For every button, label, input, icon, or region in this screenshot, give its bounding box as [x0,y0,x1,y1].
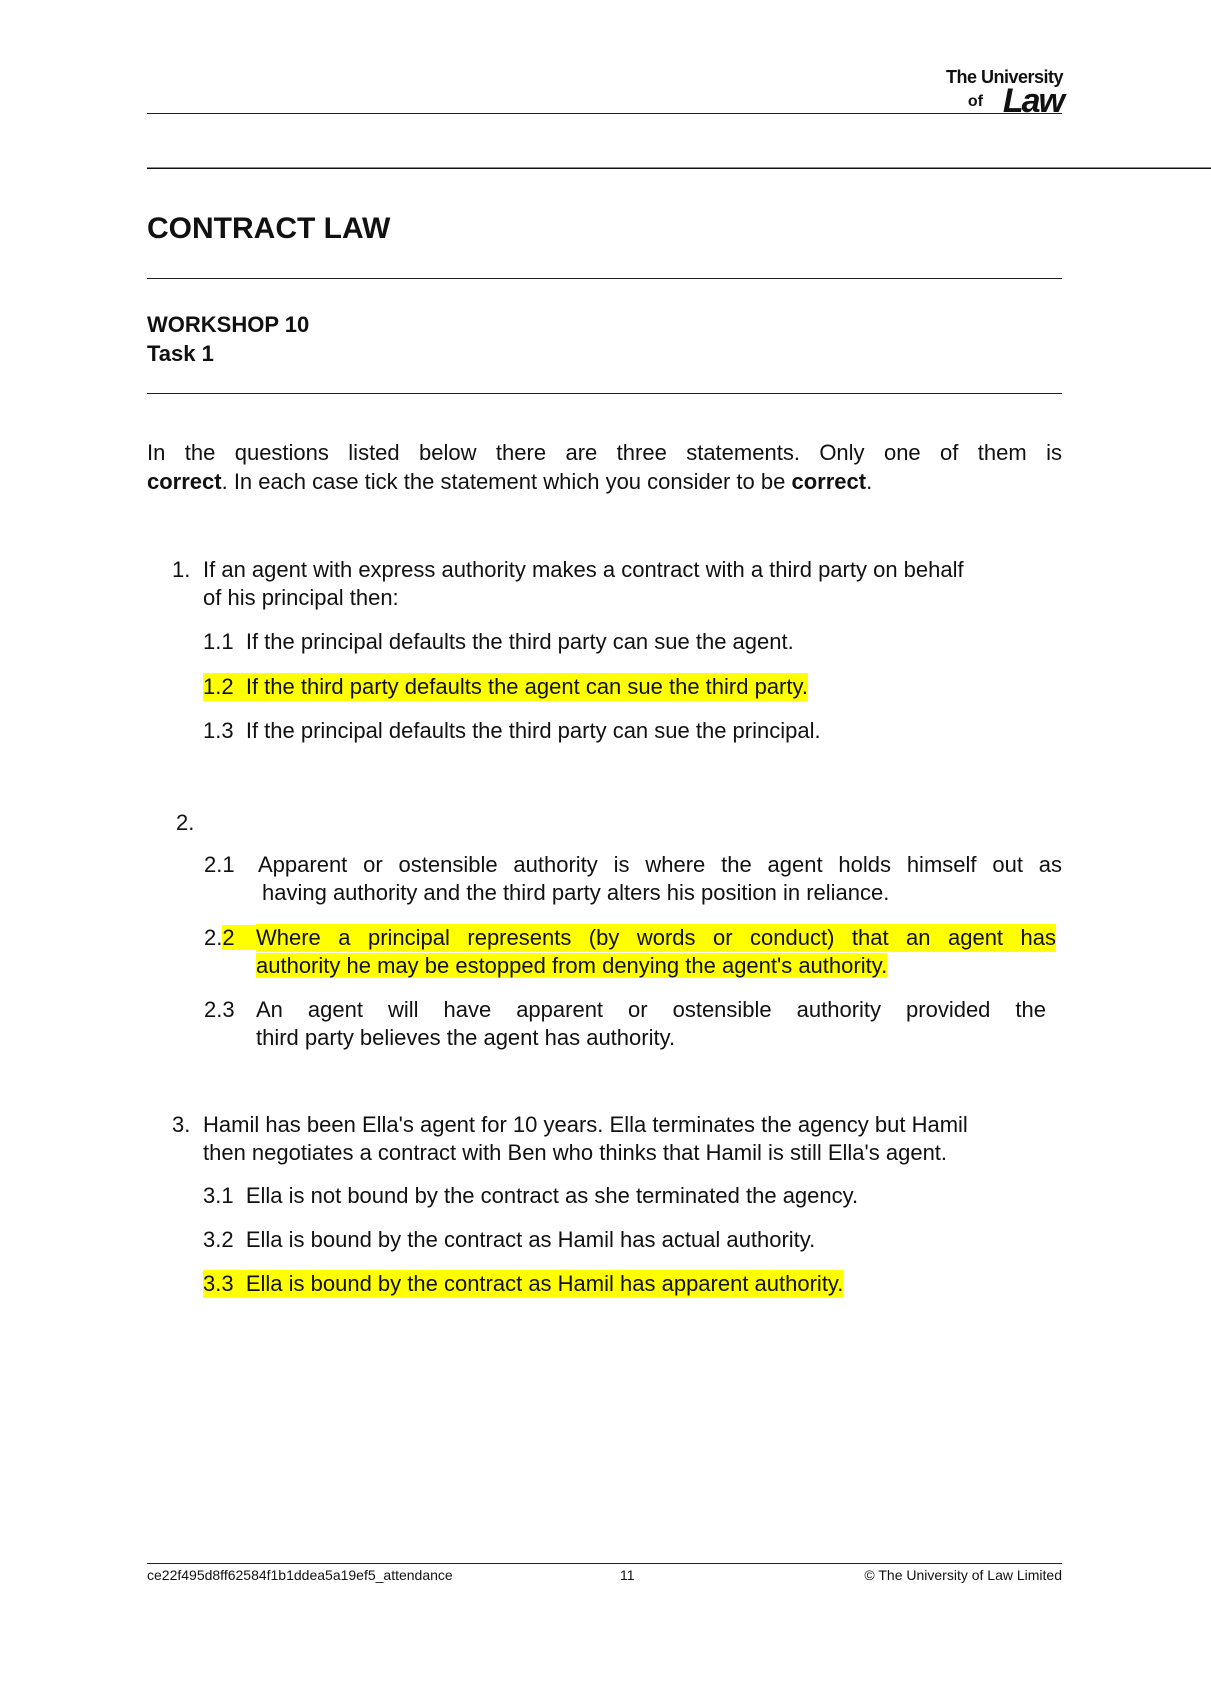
option-1-1-number: 1.1 [203,629,234,654]
option-2-3[interactable] [256,996,1046,1052]
option-1-3-text: If the principal defaults the third party can sue the principal. [245,718,821,743]
instructions-text-2: . In each case tick the statement which you consider to be [221,469,786,494]
option-1-1-text: If the principal defaults the third party can sue the agent. [245,629,794,654]
option-1-2-text: If the third party defaults the agent can sue the third party. [245,674,808,699]
option-2-2-number-b: 2 [222,925,235,950]
option-3-1[interactable] [203,1182,858,1210]
question-3-stem [203,1111,1063,1167]
option-1-1[interactable] [203,628,794,656]
option-3-1-number: 3.1 [203,1183,234,1208]
option-2-2-line-2: authority he may be estopped from denying the agent's authority. [256,953,888,978]
option-2-1[interactable] [258,851,1062,907]
option-2-3-line-2: third party believes the agent has authority. [256,1025,676,1050]
logo-line-3: Law [1002,82,1063,120]
header-rule [147,113,1062,114]
option-1-3-number: 1.3 [203,718,234,743]
option-2-2-line-1: Where a principal represents (by words or conduct) that an agent has [256,925,1056,950]
question-1-stem-line-1: If an agent with express authority makes a contract with a third party on behalf [203,557,964,582]
workshop-heading [147,310,309,368]
option-1-2-number: 1.2 [203,674,234,699]
question-3-stem-line-2: then negotiates a contract with Ben who thinks that Hamil is still Ella's agent. [203,1140,948,1165]
question-3-stem-line-1: Hamil has been Ella's agent for 10 years. Ella terminates the agency but Hamil [203,1112,968,1137]
option-2-3-number[interactable]: 2.3 [204,997,235,1022]
instructions-text-1: In the questions listed below there are three statements. Only one of them is [147,440,1062,465]
option-2-2[interactable] [256,924,1056,980]
option-2-3-line-1: An agent will have apparent or ostensible authority provided the [256,997,1046,1022]
option-2-1-line-1: Apparent or ostensible authority is where the agent holds himself out as [258,852,1062,877]
option-3-3[interactable] [203,1270,843,1298]
option-3-2-text: Ella is bound by the contract as Hamil has actual authority. [245,1227,816,1252]
workshop-rule [147,393,1062,394]
task-name: Task 1 [147,341,214,366]
option-1-2[interactable] [203,673,808,701]
question-2-number: 2. [176,810,195,835]
option-2-2-number-a: 2. [204,925,223,950]
title-rule [147,278,1062,279]
footer-page-number: 11 [620,1567,635,1583]
option-3-1-text: Ella is not bound by the contract as she terminated the agency. [245,1183,859,1208]
page-title: CONTRACT LAW [147,212,391,245]
logo-line-1: The University [945,67,1063,87]
workshop-name: WORKSHOP 10 [147,312,310,337]
option-3-3-number: 3.3 [203,1271,234,1296]
instructions-line-2 [147,467,1062,496]
question-1-stem [203,556,1063,612]
option-2-1-number[interactable]: 2.1 [204,852,235,877]
instructions-bold-1: correct [147,469,222,494]
instructions [147,438,1062,496]
header-dash-line: ———————————————————————————————————————————————————————— [147,154,1211,179]
question-1-number: 1. [172,557,191,582]
question-3-number: 3. [172,1112,191,1137]
instructions-bold-2: correct [791,469,867,494]
option-2-2-number[interactable] [204,924,259,952]
logo-line-2: of [967,93,983,110]
option-3-2[interactable] [203,1226,815,1254]
option-1-3[interactable] [203,717,821,745]
option-3-3-text: Ella is bound by the contract as Hamil has apparent authority. [245,1271,844,1296]
footer-copyright: © The University of Law Limited [864,1567,1062,1583]
footer-rule [147,1563,1062,1564]
footer-doc-id: ce22f495d8ff62584f1b1ddea5a19ef5_attendance [147,1567,453,1583]
question-1-stem-line-2: of his principal then: [203,585,399,610]
option-3-2-number: 3.2 [203,1227,234,1252]
option-2-2-line-1-wrap [256,924,1056,952]
instructions-text-3: . [866,469,873,494]
option-2-1-line-2: having authority and the third party alters his position in reliance. [262,880,890,905]
instructions-line-1 [147,438,1062,467]
option-2-2-line-2-wrap [256,952,1056,980]
